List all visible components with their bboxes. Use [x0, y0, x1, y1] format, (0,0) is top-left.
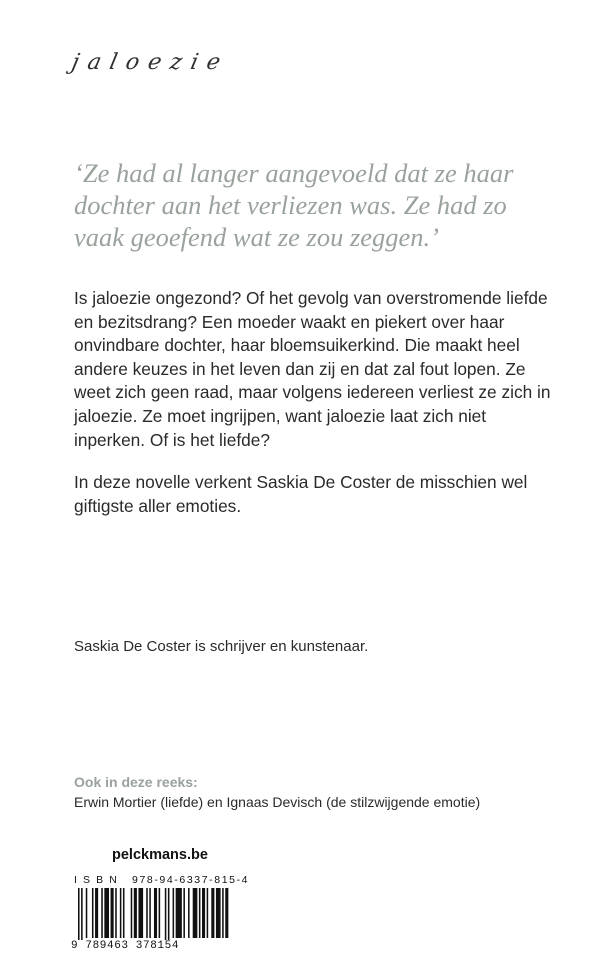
- barcode-digits-text: 9 789463 378154: [71, 940, 180, 952]
- publisher-website: pelckmans.be: [112, 847, 208, 863]
- blurb-paragraph-1: Is jaloezie ongezond? Of het gevolg van overstromende liefde en bezitsdrang? Een moeder waakt en piekert over haar onvindbare dochter, haar bloemsuikerkind. Die maakt heel andere keuzes in het leven dan zij en dat zal fout lopen. Ze weet zich geen raad, maar volgens iedereen verliest ze zich in jaloezie. Ze moet ingrijpen, want jaloezie laat zich niet inperken. Of is het liefde?: [74, 288, 551, 450]
- isbn-number: I S B N 978-94-6337-815-4: [74, 874, 250, 886]
- author-bio: Saskia De Coster is schrijver en kunstenaar.: [74, 638, 369, 655]
- pull-quote: ‘Ze had al langer aangevoeld dat ze haar dochter aan het verliezen was. Ze had zo vaak geoefend wat ze zou zeggen.’: [74, 158, 514, 252]
- series-books: Erwin Mortier (liefde) en Ignaas Devisch (de stilzwijgende emotie): [74, 794, 481, 810]
- series-label: Ook in deze reeks:: [74, 774, 198, 790]
- barcode-digits: [70, 940, 230, 952]
- blurb-paragraph-2: In deze novelle verkent Saskia De Coster de misschien wel giftigste aller emoties.: [74, 472, 528, 516]
- series-title: jaloezie: [69, 50, 232, 75]
